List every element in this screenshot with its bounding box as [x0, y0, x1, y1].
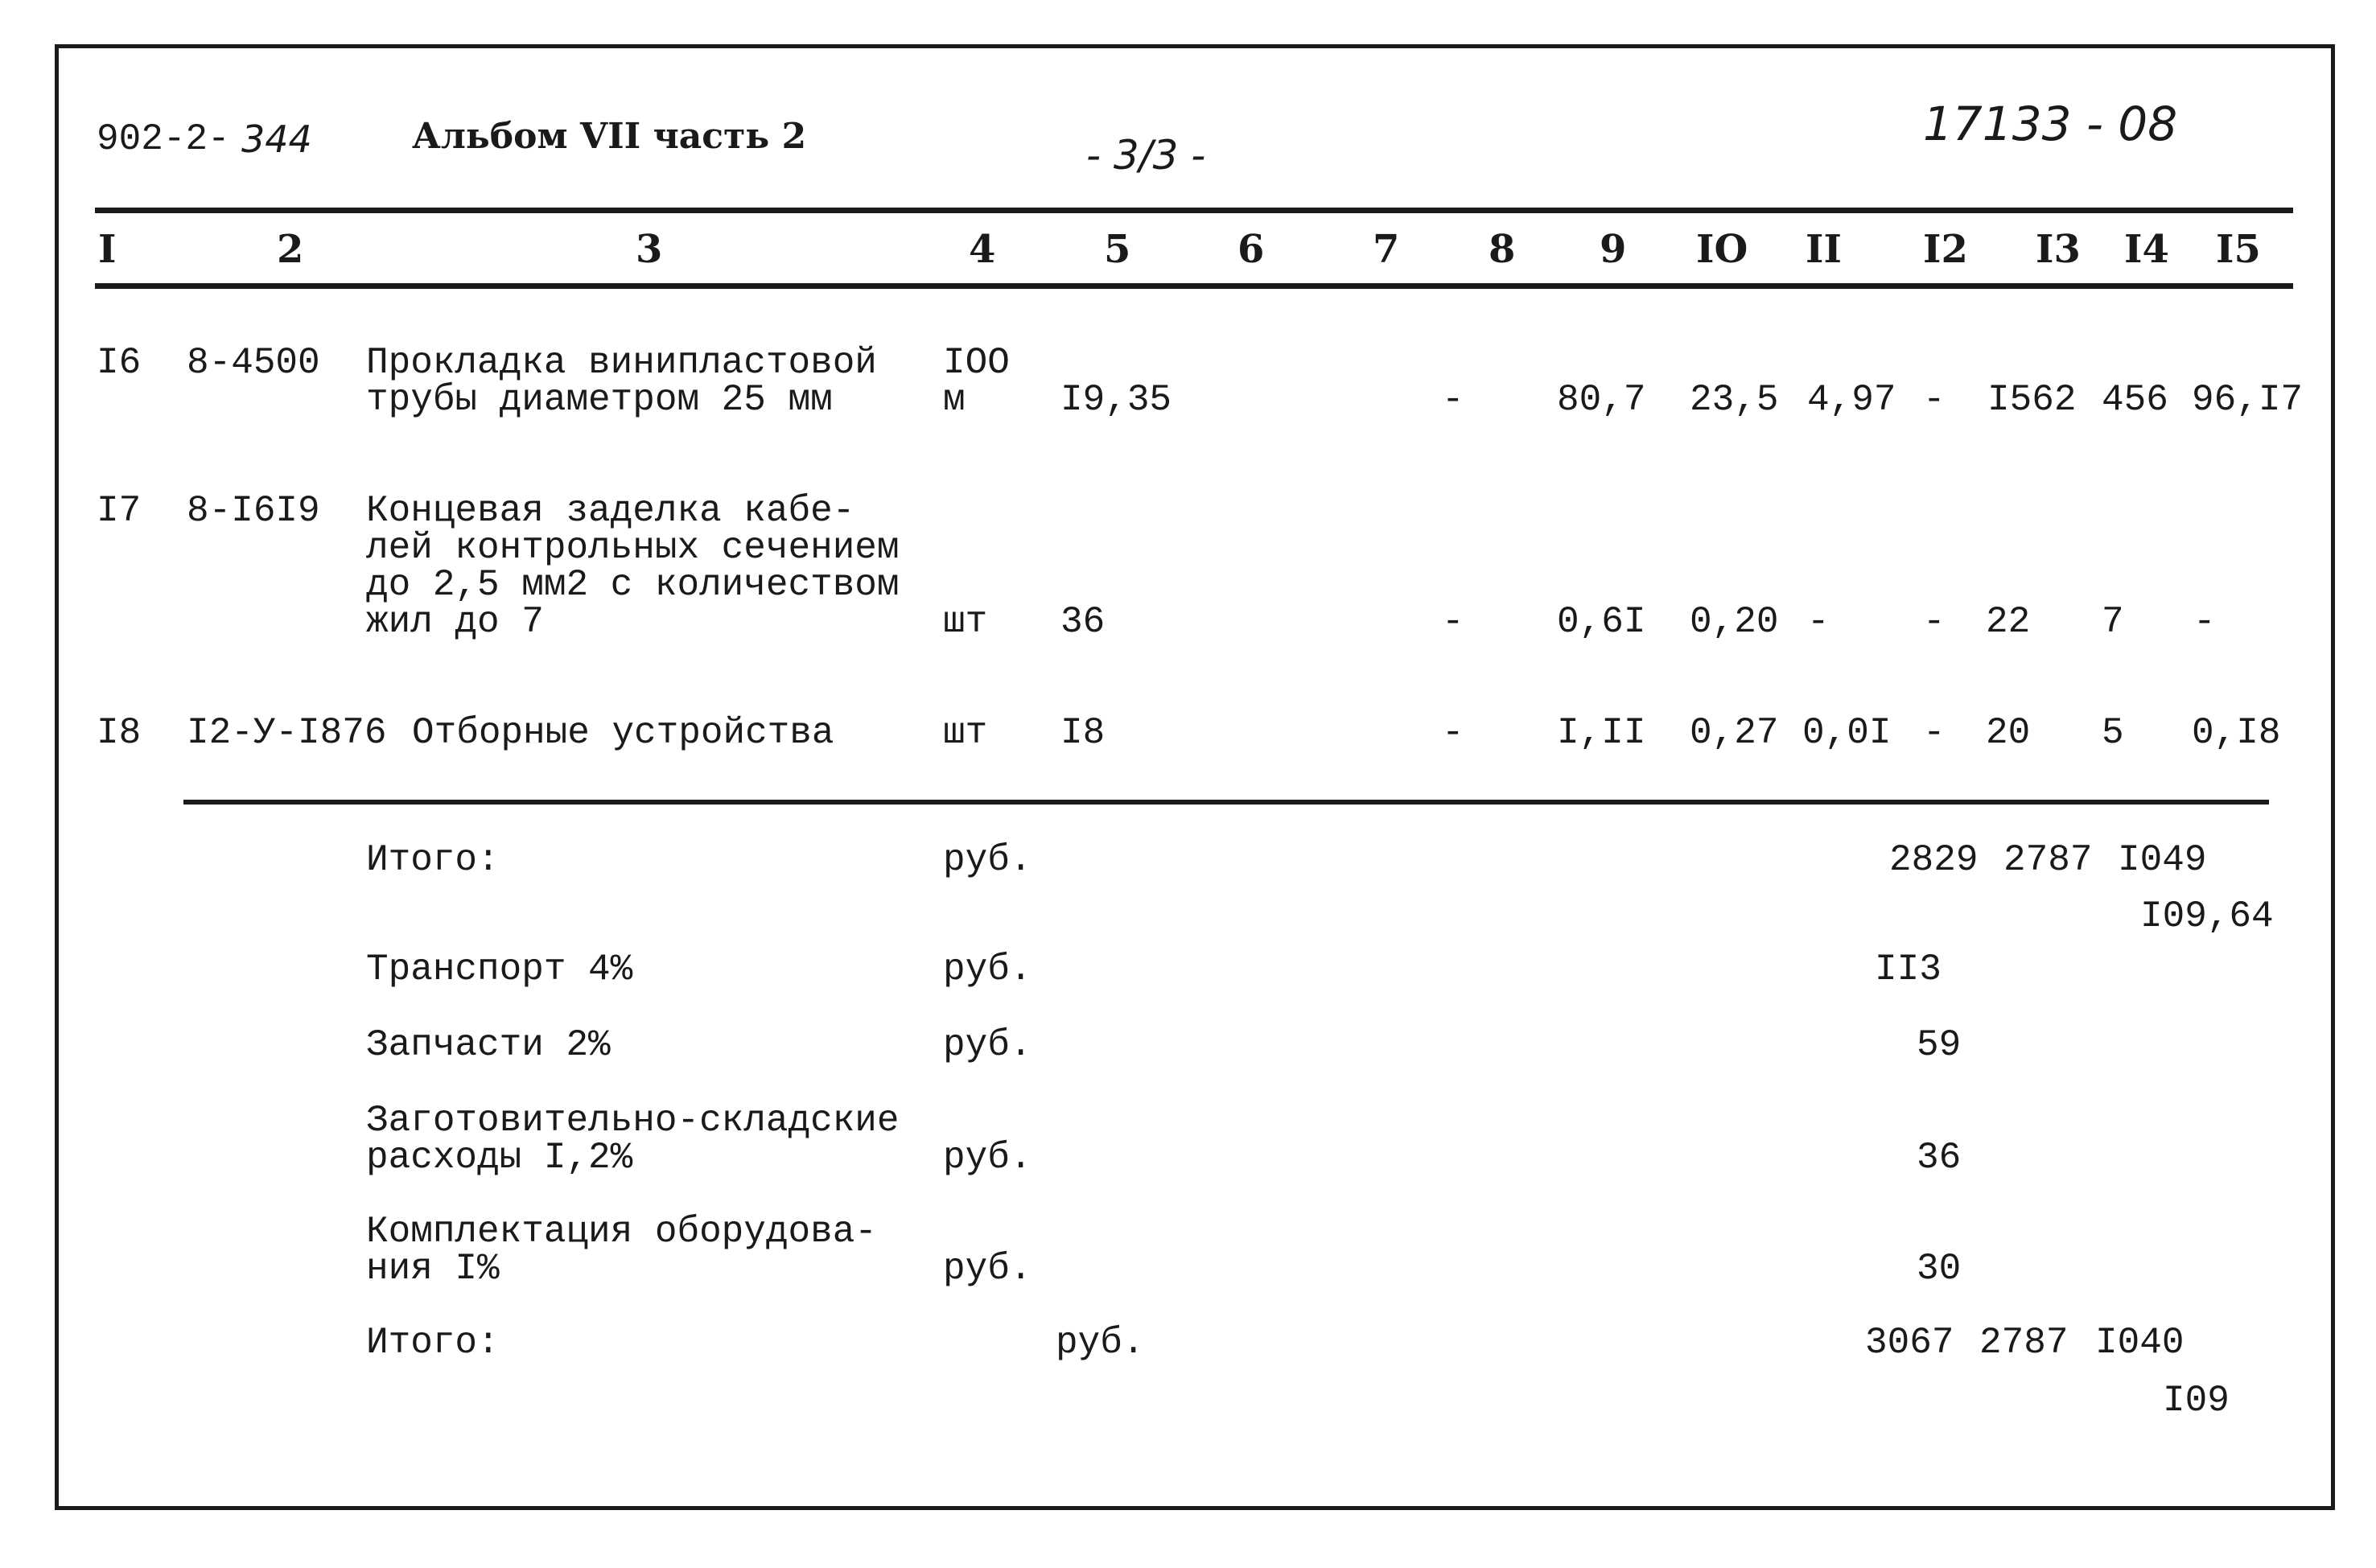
total-label: ния I% [366, 1248, 500, 1290]
total-col15: I09,64 [2140, 895, 2274, 937]
row-col12: - [1923, 601, 1946, 643]
column-header: I [98, 227, 117, 272]
row-number: I8 [97, 712, 142, 754]
page-number: - 3/3 - [1086, 132, 1206, 179]
total-unit: руб. [943, 1024, 1032, 1066]
row-col15: - [2193, 601, 2216, 643]
column-header: I2 [1923, 227, 1968, 272]
row-number: I7 [97, 490, 142, 532]
doc-code-number: 344 [241, 117, 312, 161]
row-col13: 20 [1986, 712, 2031, 754]
total-col12: 59 [1917, 1024, 1962, 1066]
row-col14: 7 [2102, 601, 2124, 643]
total-label: Транспорт 4% [366, 949, 633, 990]
row-unit: шт [943, 712, 988, 754]
row-unit: м [943, 379, 966, 421]
total-col12: 36 [1917, 1137, 1962, 1179]
header-bottom-rule [95, 283, 2293, 289]
row-col8: - [1442, 379, 1464, 421]
total-col13: 2787 [2003, 839, 2093, 881]
column-header: II [1806, 227, 1842, 272]
album-title: Альбом VII часть 2 [412, 116, 807, 157]
row-col11: - [1807, 601, 1830, 643]
row-col10: 0,27 [1690, 712, 1779, 754]
row-quantity: 36 [1060, 601, 1106, 643]
row-description: до 2,5 мм2 с количеством [366, 564, 900, 606]
row-col14: 456 [2102, 379, 2168, 421]
row-col14: 5 [2102, 712, 2124, 754]
sheet-number: 17133 - 08 [1923, 97, 2178, 151]
column-header: 4 [969, 227, 996, 272]
row-number: I6 [97, 342, 142, 384]
row-col9: 0,6I [1557, 601, 1646, 643]
total-label: Итого: [366, 839, 500, 881]
total-label: Итого: [366, 1322, 500, 1364]
row-col13: 22 [1986, 601, 2031, 643]
total-col12: 2829 [1889, 839, 1979, 881]
total-unit: руб. [943, 839, 1032, 881]
row-description: Отборные устройства [412, 712, 834, 754]
total-col12: 3067 [1865, 1322, 1954, 1364]
row-col12: - [1923, 712, 1946, 754]
total-col14: I049 [2118, 839, 2207, 881]
totals-rule [183, 800, 2269, 805]
total-unit: руб. [943, 1137, 1032, 1179]
row-col12: - [1923, 379, 1946, 421]
column-header: 7 [1373, 227, 1400, 272]
column-header: I3 [2036, 227, 2081, 272]
column-header: 8 [1489, 227, 1516, 272]
column-header: I4 [2124, 227, 2169, 272]
column-header: 2 [277, 227, 304, 272]
total-unit: руб. [1056, 1322, 1145, 1364]
total-col14: I040 [2095, 1322, 2185, 1364]
column-header: 6 [1237, 227, 1265, 272]
total-label: Комплектация оборудова- [366, 1211, 877, 1253]
column-header: IO [1696, 227, 1748, 272]
total-label: расходы I,2% [366, 1137, 633, 1179]
row-col10: 0,20 [1690, 601, 1779, 643]
total-unit: руб. [943, 1248, 1032, 1290]
row-col15: 96,I7 [2192, 379, 2304, 421]
row-code: 8-4500 [187, 342, 320, 384]
row-quantity: I9,35 [1060, 379, 1172, 421]
total-unit: руб. [943, 949, 1032, 990]
row-description: жил до 7 [366, 601, 544, 643]
row-description: Прокладка винипластовой [366, 342, 877, 384]
header-top-rule [95, 208, 2293, 213]
doc-code-prefix: 902-2- [97, 118, 230, 160]
row-col15: 0,I8 [2192, 712, 2281, 754]
column-header: I5 [2216, 227, 2261, 272]
column-header: 9 [1600, 227, 1627, 272]
total-col12: II3 [1875, 949, 1942, 990]
row-col9: 80,7 [1557, 379, 1646, 421]
page-frame [55, 44, 2335, 1510]
row-col8: - [1442, 601, 1464, 643]
row-quantity: I8 [1060, 712, 1106, 754]
row-code: I2-У-I876 [187, 712, 387, 754]
row-col11: 0,0I [1802, 712, 1892, 754]
total-col12: 30 [1917, 1248, 1962, 1290]
row-col10: 23,5 [1690, 379, 1779, 421]
total-col15: I09 [2163, 1380, 2230, 1422]
total-label: Заготовительно-складские [366, 1100, 900, 1142]
row-unit-quantity: IOO [943, 342, 1010, 384]
row-col13: I562 [1987, 379, 2077, 421]
row-col8: - [1442, 712, 1464, 754]
total-col13: 2787 [1979, 1322, 2069, 1364]
row-col11: 4,97 [1807, 379, 1896, 421]
row-description: лей контрольных сечением [366, 527, 900, 569]
row-description: Концевая заделка кабе- [366, 490, 855, 532]
total-label: Запчасти 2% [366, 1024, 611, 1066]
row-unit: шт [943, 601, 988, 643]
row-description: трубы диаметром 25 мм [366, 379, 833, 421]
row-col9: I,II [1557, 712, 1646, 754]
column-header: 3 [636, 227, 663, 272]
row-code: 8-I6I9 [187, 490, 320, 532]
column-header: 5 [1104, 227, 1131, 272]
